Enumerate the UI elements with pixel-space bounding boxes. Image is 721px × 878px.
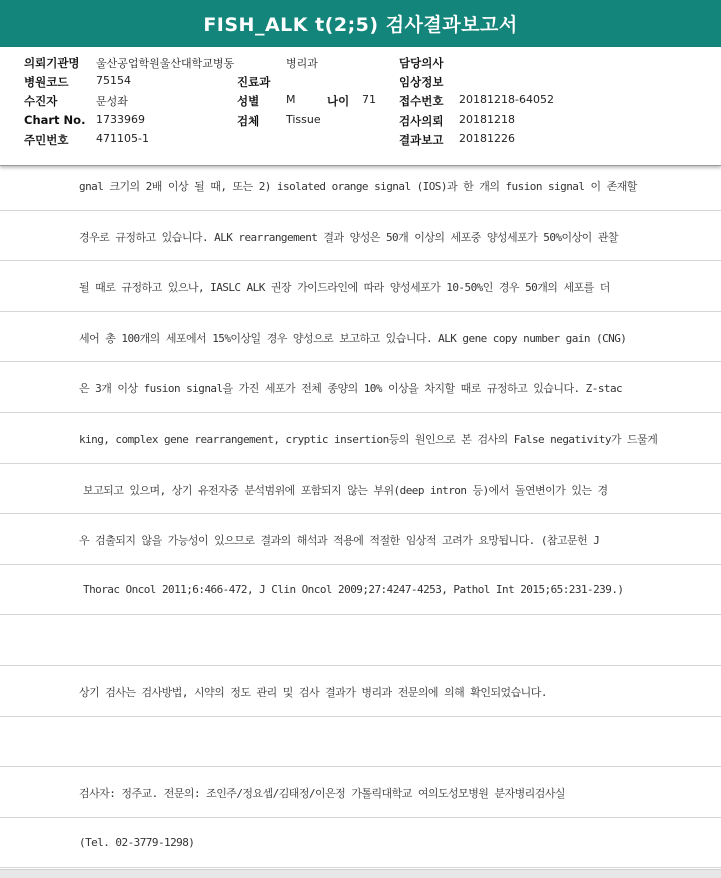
request-date-value: 20181218 — [459, 113, 515, 126]
receipt-no-value: 20181218-64052 — [459, 93, 554, 106]
header-row-1 — [0, 55, 721, 74]
body-line — [0, 514, 721, 565]
body-line-text: 우 검출되지 않을 가능성이 있으므로 결과의 해석과 적용에 적절한 임상적 고려가 요망됩니다. (참고문헌 J — [79, 534, 600, 548]
body-line-text: king, complex gene rearrangement, cryptic insertion등의 원인으로 본 검사의 False negativity가 드물게 — [79, 432, 658, 446]
header-row-5 — [0, 132, 721, 151]
report-date-value: 20181226 — [459, 132, 515, 145]
hospital-code-label: 병원코드 — [24, 75, 69, 89]
specimen-value: Tissue — [286, 113, 321, 126]
age-value: 71 — [362, 93, 376, 106]
age-label: 나이 — [327, 94, 350, 108]
body-line-text: 상기 검사는 검사방법, 시약의 정도 관리 및 검사 결과가 병리과 전문의에 의해 확인되었습니다. — [79, 685, 547, 699]
hospital-code-value: 75154 — [96, 74, 131, 87]
body-line-text: 될 때로 규정하고 있으나, IASLC ALK 권장 가이드라인에 따라 양성세포가 10-50%인 경우 50개의 세포를 더 — [79, 281, 610, 295]
department-label: 진료과 — [237, 75, 271, 89]
specimen-label: 검체 — [237, 114, 260, 128]
body-line — [0, 565, 721, 616]
body-line — [0, 767, 721, 818]
resident-no-value: 471105-1 — [96, 132, 149, 145]
body-line — [0, 211, 721, 262]
body-line — [0, 818, 721, 869]
body-line — [0, 413, 721, 464]
body-line — [0, 362, 721, 413]
header-row-2 — [0, 74, 721, 93]
body-line-text: 세어 총 100개의 세포에서 15%이상일 경우 양성으로 보고하고 있습니다. ALK gene copy number gain (CNG) — [79, 331, 627, 345]
ward-value: 병리과 — [286, 57, 318, 70]
body-line-text: 경우로 규정하고 있습니다. ALK rearrangement 결과 양성은 50개 이상의 세포중 양성세포가 50%이상이 관찰 — [79, 230, 618, 244]
clinical-info-label: 임상정보 — [399, 75, 444, 89]
resident-no-label: 주민번호 — [24, 133, 69, 147]
report-body — [0, 160, 721, 868]
body-line-text: Thorac Oncol 2011;6:466-472, J Clin Oncol 2009;27:4247-4253, Pathol Int 2015;65:231-239.) — [83, 582, 624, 596]
report-date-label: 결과보고 — [399, 133, 444, 147]
body-line — [0, 261, 721, 312]
examinee-value: 문성좌 — [96, 95, 128, 108]
sex-label: 성별 — [237, 94, 260, 108]
report-title: FISH_ALK t(2;5) 검사결과보고서 — [203, 14, 518, 36]
report-title-bar — [0, 0, 721, 47]
header-row-4 — [0, 113, 721, 132]
body-line — [0, 464, 721, 515]
body-line-blank — [0, 717, 721, 768]
body-line-text: 검사자: 정주교. 전문의: 조인주/정요셉/김태정/이은정 가톨릭대학교 여의도성모병원 분자병리검사실 — [79, 787, 565, 801]
body-line-text: 은 3개 이상 fusion signal을 가진 세포가 전체 종양의 10% 이상을 차지할 때로 규정하고 있습니다. Z-stac — [79, 382, 623, 396]
patient-info-header — [0, 47, 721, 166]
body-line — [0, 160, 721, 211]
sex-value: M — [286, 93, 296, 106]
request-date-label: 검사의뢰 — [399, 114, 444, 128]
horizontal-scrollbar[interactable] — [0, 869, 721, 878]
body-line — [0, 312, 721, 363]
body-line — [0, 666, 721, 717]
body-line-text: (Tel. 02-3779-1298) — [79, 835, 195, 849]
institution-label: 의뢰기관명 — [24, 56, 80, 70]
body-line-blank — [0, 615, 721, 666]
examinee-label: 수진자 — [24, 94, 58, 108]
chart-no-label: Chart No. — [24, 113, 86, 127]
doctor-label: 담당의사 — [399, 56, 444, 70]
receipt-no-label: 접수번호 — [399, 94, 444, 108]
chart-no-value: 1733969 — [96, 113, 145, 126]
body-line-text: gnal 크기의 2배 이상 될 때, 또는 2) isolated orange signal (IOS)과 한 개의 fusion signal 이 존재할 — [79, 180, 637, 193]
institution-value: 울산공업학원울산대학교병동 — [96, 57, 235, 70]
header-row-3 — [0, 93, 721, 112]
body-line-text: 보고되고 있으며, 상기 유전자중 분석범위에 포함되지 않는 부위(deep intron 등)에서 돌연변이가 있는 경 — [83, 483, 608, 497]
